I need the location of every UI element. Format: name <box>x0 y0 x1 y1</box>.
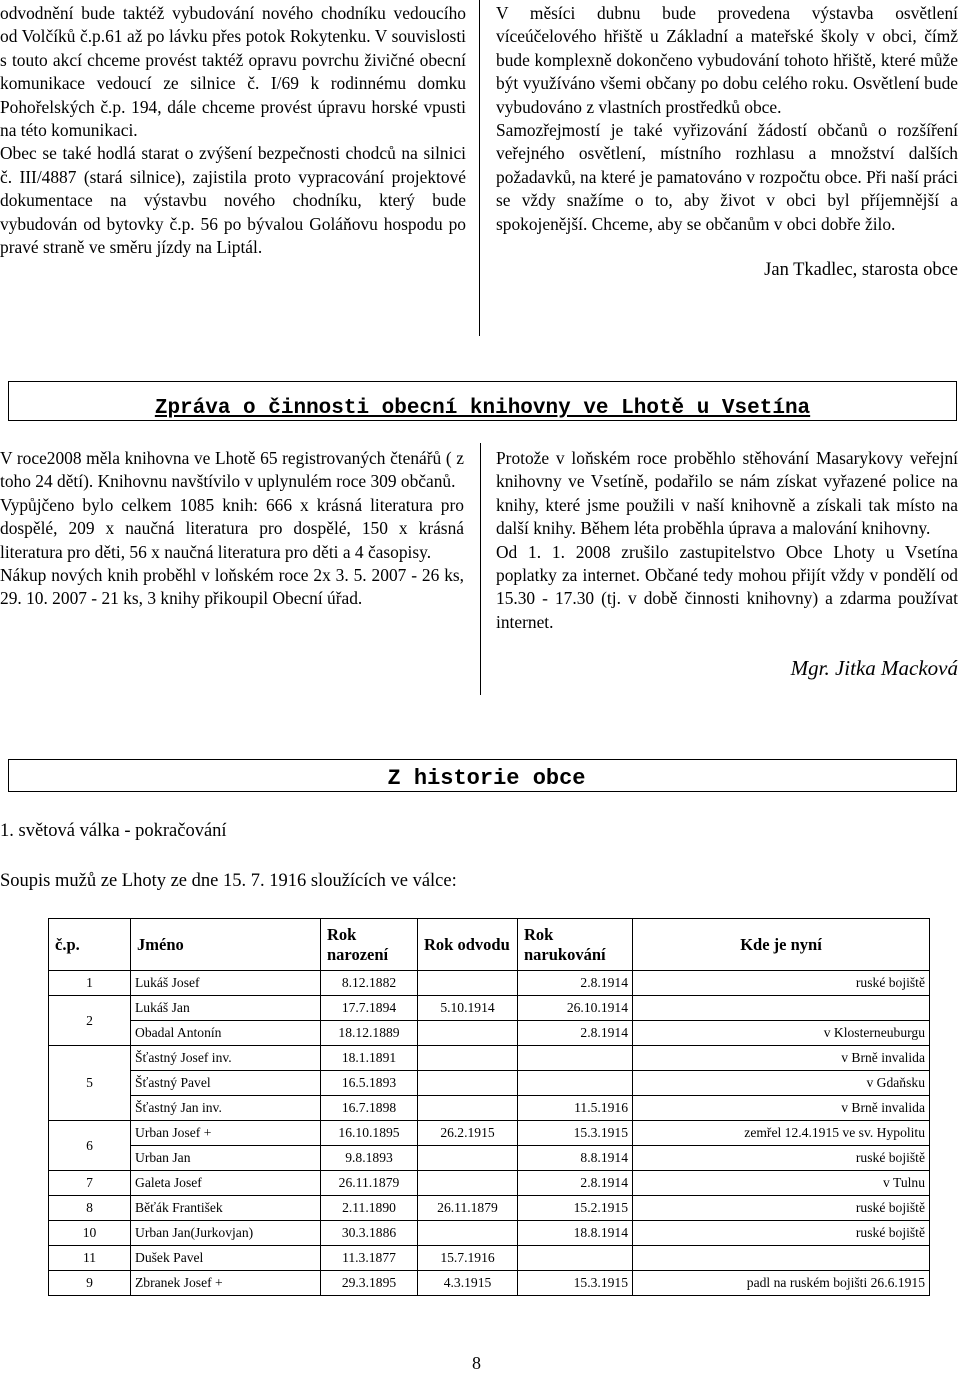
cell-enlist: 2.8.1914 <box>518 1021 633 1046</box>
library-report-left <box>0 447 464 611</box>
cell-cp: 10 <box>49 1221 131 1246</box>
cell-born: 16.7.1898 <box>321 1096 418 1121</box>
cell-enlist <box>518 1246 633 1271</box>
signature-mayor: Jan Tkadlec, starosta obce <box>764 260 958 281</box>
cell-where: ruské bojiště <box>633 1146 930 1171</box>
column-divider <box>480 443 481 695</box>
cell-cp: 7 <box>49 1171 131 1196</box>
paragraph: V roce2008 měla knihovna ve Lhotě 65 registrovaných čtenářů ( z toho 24 dětí). Knihovnu navštívilo v uplynulém roce 309 občanů. <box>0 448 464 492</box>
paragraph: V měsíci dubnu bude provedena výstavba osvětlení víceúčelového hřiště u Základní a mateřské školy v obci, čímž bude komplexně dokončeno vybudování tohoto hřiště, které může být využíváno všemi občany po dobu celého roku. Osvětlení bude vybudováno z vlastních prostředků obce. <box>496 3 958 117</box>
war-subtitle: 1. světová válka - pokračování <box>0 821 227 841</box>
soldiers-table <box>48 918 930 1296</box>
cell-where: v Tulnu <box>633 1171 930 1196</box>
cell-where: v Klosterneuburgu <box>633 1021 930 1046</box>
cell-born: 8.12.1882 <box>321 971 418 996</box>
cell-name: Obadal Antonín <box>131 1021 321 1046</box>
table-row <box>49 1046 930 1071</box>
table-header-row <box>49 919 930 971</box>
paragraph: Vypůjčeno bylo celkem 1085 knih: 666 x krásná literatura pro dospělé, 209 x naučná literatura pro dospělé, 150 x krásná literatura pro děti, 56 x naučná literatura pro děti a 4 časopisy. <box>0 494 464 562</box>
cell-name: Urban Josef + <box>131 1121 321 1146</box>
history-heading: Z historie obce <box>387 766 586 791</box>
article-lighting <box>496 2 958 282</box>
header-cp: č.p. <box>49 919 131 971</box>
cell-name: Lukáš Josef <box>131 971 321 996</box>
cell-enlist: 18.8.1914 <box>518 1221 633 1246</box>
cell-born: 18.12.1889 <box>321 1021 418 1046</box>
cell-enlist: 26.10.1914 <box>518 996 633 1021</box>
cell-born: 16.10.1895 <box>321 1121 418 1146</box>
cell-name: Dušek Pavel <box>131 1246 321 1271</box>
paragraph: Samozřejmostí je také vyřizování žádostí občanů o rozšíření veřejného osvětlení, místního rozhlasu a množství dalších požadavků, na které je pamatováno v rozpočtu obce. Při naší práci se vždy snažíme o to, aby život v obci byl příjemnější a spokojenější. Chceme, aby se občanům v obci dobře žilo. <box>496 120 958 234</box>
cell-enlist <box>518 1046 633 1071</box>
table-row <box>49 1146 930 1171</box>
cell-born: 26.11.1879 <box>321 1171 418 1196</box>
header-born: Rok narození <box>321 919 418 971</box>
cell-enlist <box>518 1071 633 1096</box>
cell-where: padl na ruském bojišti 26.6.1915 <box>633 1271 930 1296</box>
table-row <box>49 1271 930 1296</box>
cell-enlist: 11.5.1916 <box>518 1096 633 1121</box>
cell-enlist: 2.8.1914 <box>518 971 633 996</box>
cell-where <box>633 996 930 1021</box>
table-row <box>49 971 930 996</box>
table-row <box>49 1246 930 1271</box>
table-row <box>49 1121 930 1146</box>
table-row <box>49 1196 930 1221</box>
table-row <box>49 1096 930 1121</box>
cell-born: 9.8.1893 <box>321 1146 418 1171</box>
cell-name: Urban Jan <box>131 1146 321 1171</box>
table-row <box>49 1171 930 1196</box>
cell-born: 29.3.1895 <box>321 1271 418 1296</box>
paragraph: Protože v loňském roce proběhlo stěhování Masarykovy veřejní knihovny ve Vsetíně, podařilo se nám získat vyřazené police na knihy, které jsme použili v naší knihovně a získali tak místo na další knihy. Během léta proběhla úprava a malování knihovny. <box>496 448 958 539</box>
cell-draft: 26.2.1915 <box>418 1121 518 1146</box>
library-heading: Zpráva o činnosti obecní knihovny ve Lhotě u Vsetína <box>154 397 811 420</box>
cell-enlist: 15.3.1915 <box>518 1271 633 1296</box>
header-where: Kde je nyní <box>633 919 930 971</box>
column-divider <box>479 0 480 336</box>
cell-draft <box>418 1171 518 1196</box>
cell-enlist: 8.8.1914 <box>518 1146 633 1171</box>
cell-born: 16.5.1893 <box>321 1071 418 1096</box>
cell-draft <box>418 1096 518 1121</box>
header-name: Jméno <box>131 919 321 971</box>
cell-where: zemřel 12.4.1915 ve sv. Hypolitu <box>633 1121 930 1146</box>
cell-born: 2.11.1890 <box>321 1196 418 1221</box>
cell-name: Galeta Josef <box>131 1171 321 1196</box>
cell-name: Běťák František <box>131 1196 321 1221</box>
cell-draft: 4.3.1915 <box>418 1271 518 1296</box>
header-enlist: Rok narukování <box>518 919 633 971</box>
cell-draft <box>418 1071 518 1096</box>
table-row <box>49 1221 930 1246</box>
cell-cp: 1 <box>49 971 131 996</box>
cell-draft: 26.11.1879 <box>418 1196 518 1221</box>
cell-cp: 6 <box>49 1121 131 1171</box>
cell-name: Urban Jan(Jurkovjan) <box>131 1221 321 1246</box>
cell-where: v Gdaňsku <box>633 1071 930 1096</box>
cell-where <box>633 1246 930 1271</box>
cell-born: 11.3.1877 <box>321 1246 418 1271</box>
cell-draft: 5.10.1914 <box>418 996 518 1021</box>
cell-name: Šťastný Pavel <box>131 1071 321 1096</box>
cell-draft <box>418 1046 518 1071</box>
signature-librarian: Mgr. Jitka Macková <box>790 656 958 681</box>
history-heading-box <box>8 759 957 792</box>
cell-name: Šťastný Jan inv. <box>131 1096 321 1121</box>
cell-born: 30.3.1886 <box>321 1221 418 1246</box>
cell-cp: 9 <box>49 1271 131 1296</box>
paragraph: Obec se také hodlá starat o zvýšení bezpečnosti chodců na silnici č. III/4887 (stará silnice), zajistila proto vypracování projektové dokumentace na výstavbu nového chodníku, který bude vybudován od bytovky č.p. 56 po bývalou Goláňovu hospodu po pravé straně ve směru jízdy na Liptál. <box>0 143 466 258</box>
table-caption: Soupis mužů ze Lhoty ze dne 15. 7. 1916 sloužících ve válce: <box>0 871 457 891</box>
paragraph: Nákup nových knih proběhl v loňském roce 2x 3. 5. 2007 - 26 ks, 29. 10. 2007 - 21 ks, 3 knihy přikoupil Obecní úřad. <box>0 565 464 609</box>
cell-name: Zbranek Josef + <box>131 1271 321 1296</box>
cell-draft <box>418 1021 518 1046</box>
library-report-right <box>496 447 958 681</box>
table-body <box>49 971 930 1296</box>
cell-cp: 2 <box>49 996 131 1046</box>
cell-name: Lukáš Jan <box>131 996 321 1021</box>
cell-draft: 15.7.1916 <box>418 1246 518 1271</box>
table-row <box>49 1071 930 1096</box>
cell-cp: 5 <box>49 1046 131 1121</box>
cell-cp: 8 <box>49 1196 131 1221</box>
cell-enlist: 2.8.1914 <box>518 1171 633 1196</box>
cell-where: v Brně invalida <box>633 1096 930 1121</box>
cell-born: 17.7.1894 <box>321 996 418 1021</box>
cell-enlist: 15.2.1915 <box>518 1196 633 1221</box>
cell-where: v Brně invalida <box>633 1046 930 1071</box>
cell-draft <box>418 1221 518 1246</box>
cell-draft <box>418 1146 518 1171</box>
cell-where: ruské bojiště <box>633 1221 930 1246</box>
table-row <box>49 1021 930 1046</box>
cell-born: 18.1.1891 <box>321 1046 418 1071</box>
header-draft: Rok odvodu <box>418 919 518 971</box>
paragraph: odvodnění bude taktéž vybudování nového chodníku vedoucího od Volčíků č.p.61 až po lávku přes potok Rokytenku. V souvislosti s touto akcí chceme provést taktéž opravu povrchu živičné obecní komunikace vedoucí ze silnice č. I/69 k rodinnému domku Pohořelských č.p. 194, dále chceme provést úpravu horské vpusti na této komunikaci. <box>0 3 466 141</box>
article-roads <box>0 2 466 259</box>
cell-draft <box>418 971 518 996</box>
paragraph: Od 1. 1. 2008 zrušilo zastupitelstvo Obce Lhoty u Vsetína poplatky za internet. Občané tedy mohou přijít vždy v pondělí od 15.30 - 17.30 (tj. v době činnosti knihovny) a zdarma používat internet. <box>496 541 958 632</box>
table-row <box>49 996 930 1021</box>
cell-name: Šťastný Josef inv. <box>131 1046 321 1071</box>
cell-enlist: 15.3.1915 <box>518 1121 633 1146</box>
cell-cp: 11 <box>49 1246 131 1271</box>
library-heading-box <box>8 381 957 421</box>
page-number: 8 <box>472 1353 481 1373</box>
cell-where: ruské bojiště <box>633 1196 930 1221</box>
cell-where: ruské bojiště <box>633 971 930 996</box>
